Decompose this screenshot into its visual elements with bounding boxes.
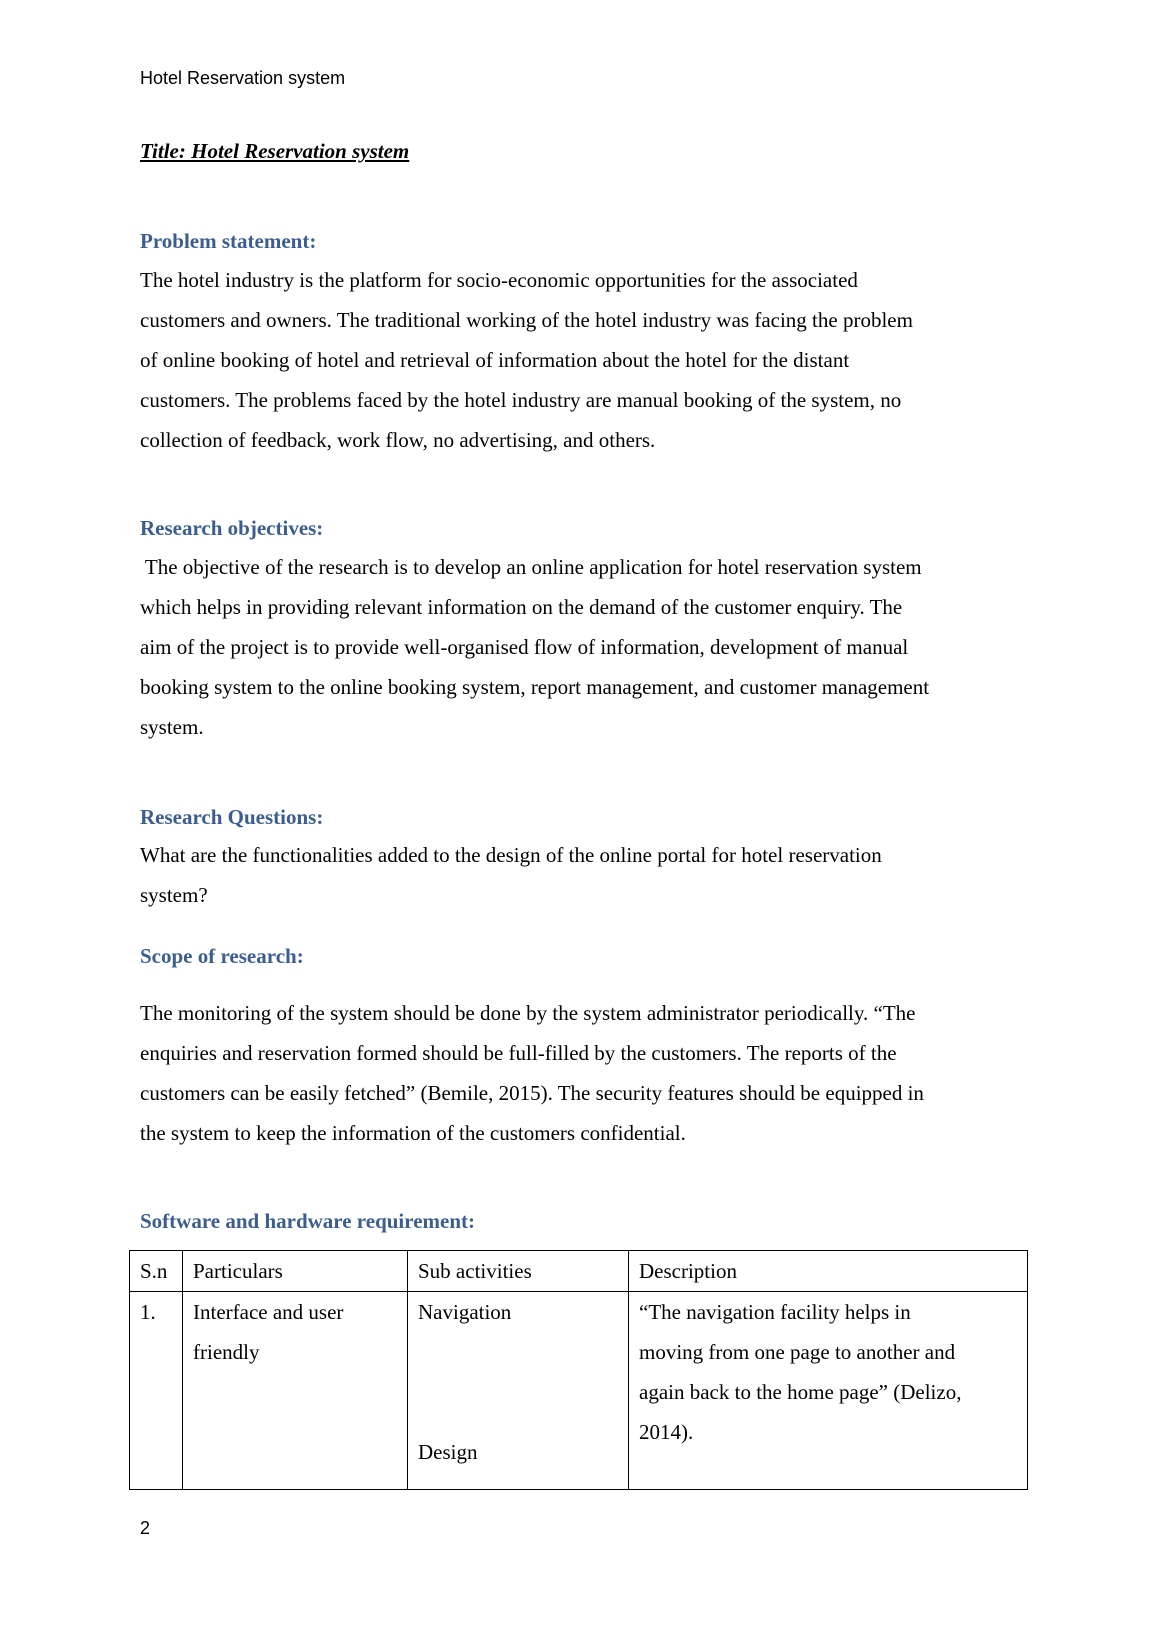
text-line: The hotel industry is the platform for socio-economic opportunities for the associated — [140, 268, 858, 292]
text-line: the system to keep the information of the customers confidential. — [140, 1121, 686, 1145]
scope-paragraph — [140, 993, 924, 1153]
text-line: What are the functionalities added to the design of the online portal for hotel reservation — [140, 843, 882, 867]
cell-line: Navigation — [418, 1300, 512, 1324]
requirements-table — [129, 1250, 1028, 1490]
text-line: collection of feedback, work flow, no advertising, and others. — [140, 428, 656, 452]
page-header: Hotel Reservation system — [140, 68, 346, 88]
text-line: enquiries and reservation formed should be full-filled by the customers. The reports of the — [140, 1041, 897, 1065]
cell-line: “The navigation facility helps in — [639, 1300, 911, 1324]
text-line: The monitoring of the system should be done by the system administrator periodically. “The — [140, 1001, 916, 1025]
requirements-heading: Software and hardware requirement: — [140, 1209, 476, 1233]
cell-line: 2014). — [639, 1420, 694, 1444]
table-row — [130, 1292, 1028, 1490]
cell-line: friendly — [193, 1340, 260, 1364]
text-line: of online booking of hotel and retrieval of information about the hotel for the distant — [140, 348, 850, 372]
text-line: system? — [140, 883, 208, 907]
scope-heading: Scope of research: — [140, 944, 304, 968]
sub-activities-cell — [408, 1292, 629, 1490]
objectives-heading: Research objectives: — [140, 516, 324, 540]
text-line: customers can be easily fetched” (Bemile, 2015). The security features should be equipped in — [140, 1081, 924, 1105]
text-line: aim of the project is to provide well-organised flow of information, development of manual — [140, 635, 909, 659]
problem-paragraph — [140, 260, 913, 460]
text-line: booking system to the online booking system, report management, and customer management — [140, 675, 930, 699]
text-line: system. — [140, 715, 204, 739]
questions-paragraph — [140, 835, 882, 915]
text-line: customers. The problems faced by the hotel industry are manual booking of the system, no — [140, 388, 902, 412]
cell-line: again back to the home page” (Delizo, — [639, 1380, 962, 1404]
text-line: The objective of the research is to develop an online application for hotel reservation system — [140, 555, 922, 579]
objectives-paragraph — [140, 547, 929, 747]
particulars-cell — [183, 1292, 408, 1490]
header-cell: S.n — [130, 1251, 183, 1292]
cell-line: Design — [418, 1440, 478, 1464]
text-line: which helps in providing relevant information on the demand of the customer enquiry. The — [140, 595, 903, 619]
description-cell — [629, 1292, 1028, 1490]
page-number: 2 — [140, 1518, 151, 1538]
header-cell: Description — [629, 1251, 1028, 1292]
problem-heading: Problem statement: — [140, 229, 317, 253]
text-line: customers and owners. The traditional working of the hotel industry was facing the problem — [140, 308, 913, 332]
header-cell: Particulars — [183, 1251, 408, 1292]
document-title: Title: Hotel Reservation system — [140, 139, 410, 163]
cell-line: Interface and user — [193, 1300, 344, 1324]
cell-line: moving from one page to another and — [639, 1340, 956, 1364]
table-header-row — [130, 1251, 1028, 1292]
sn-cell: 1. — [130, 1292, 183, 1490]
header-cell: Sub activities — [408, 1251, 629, 1292]
questions-heading: Research Questions: — [140, 805, 324, 829]
